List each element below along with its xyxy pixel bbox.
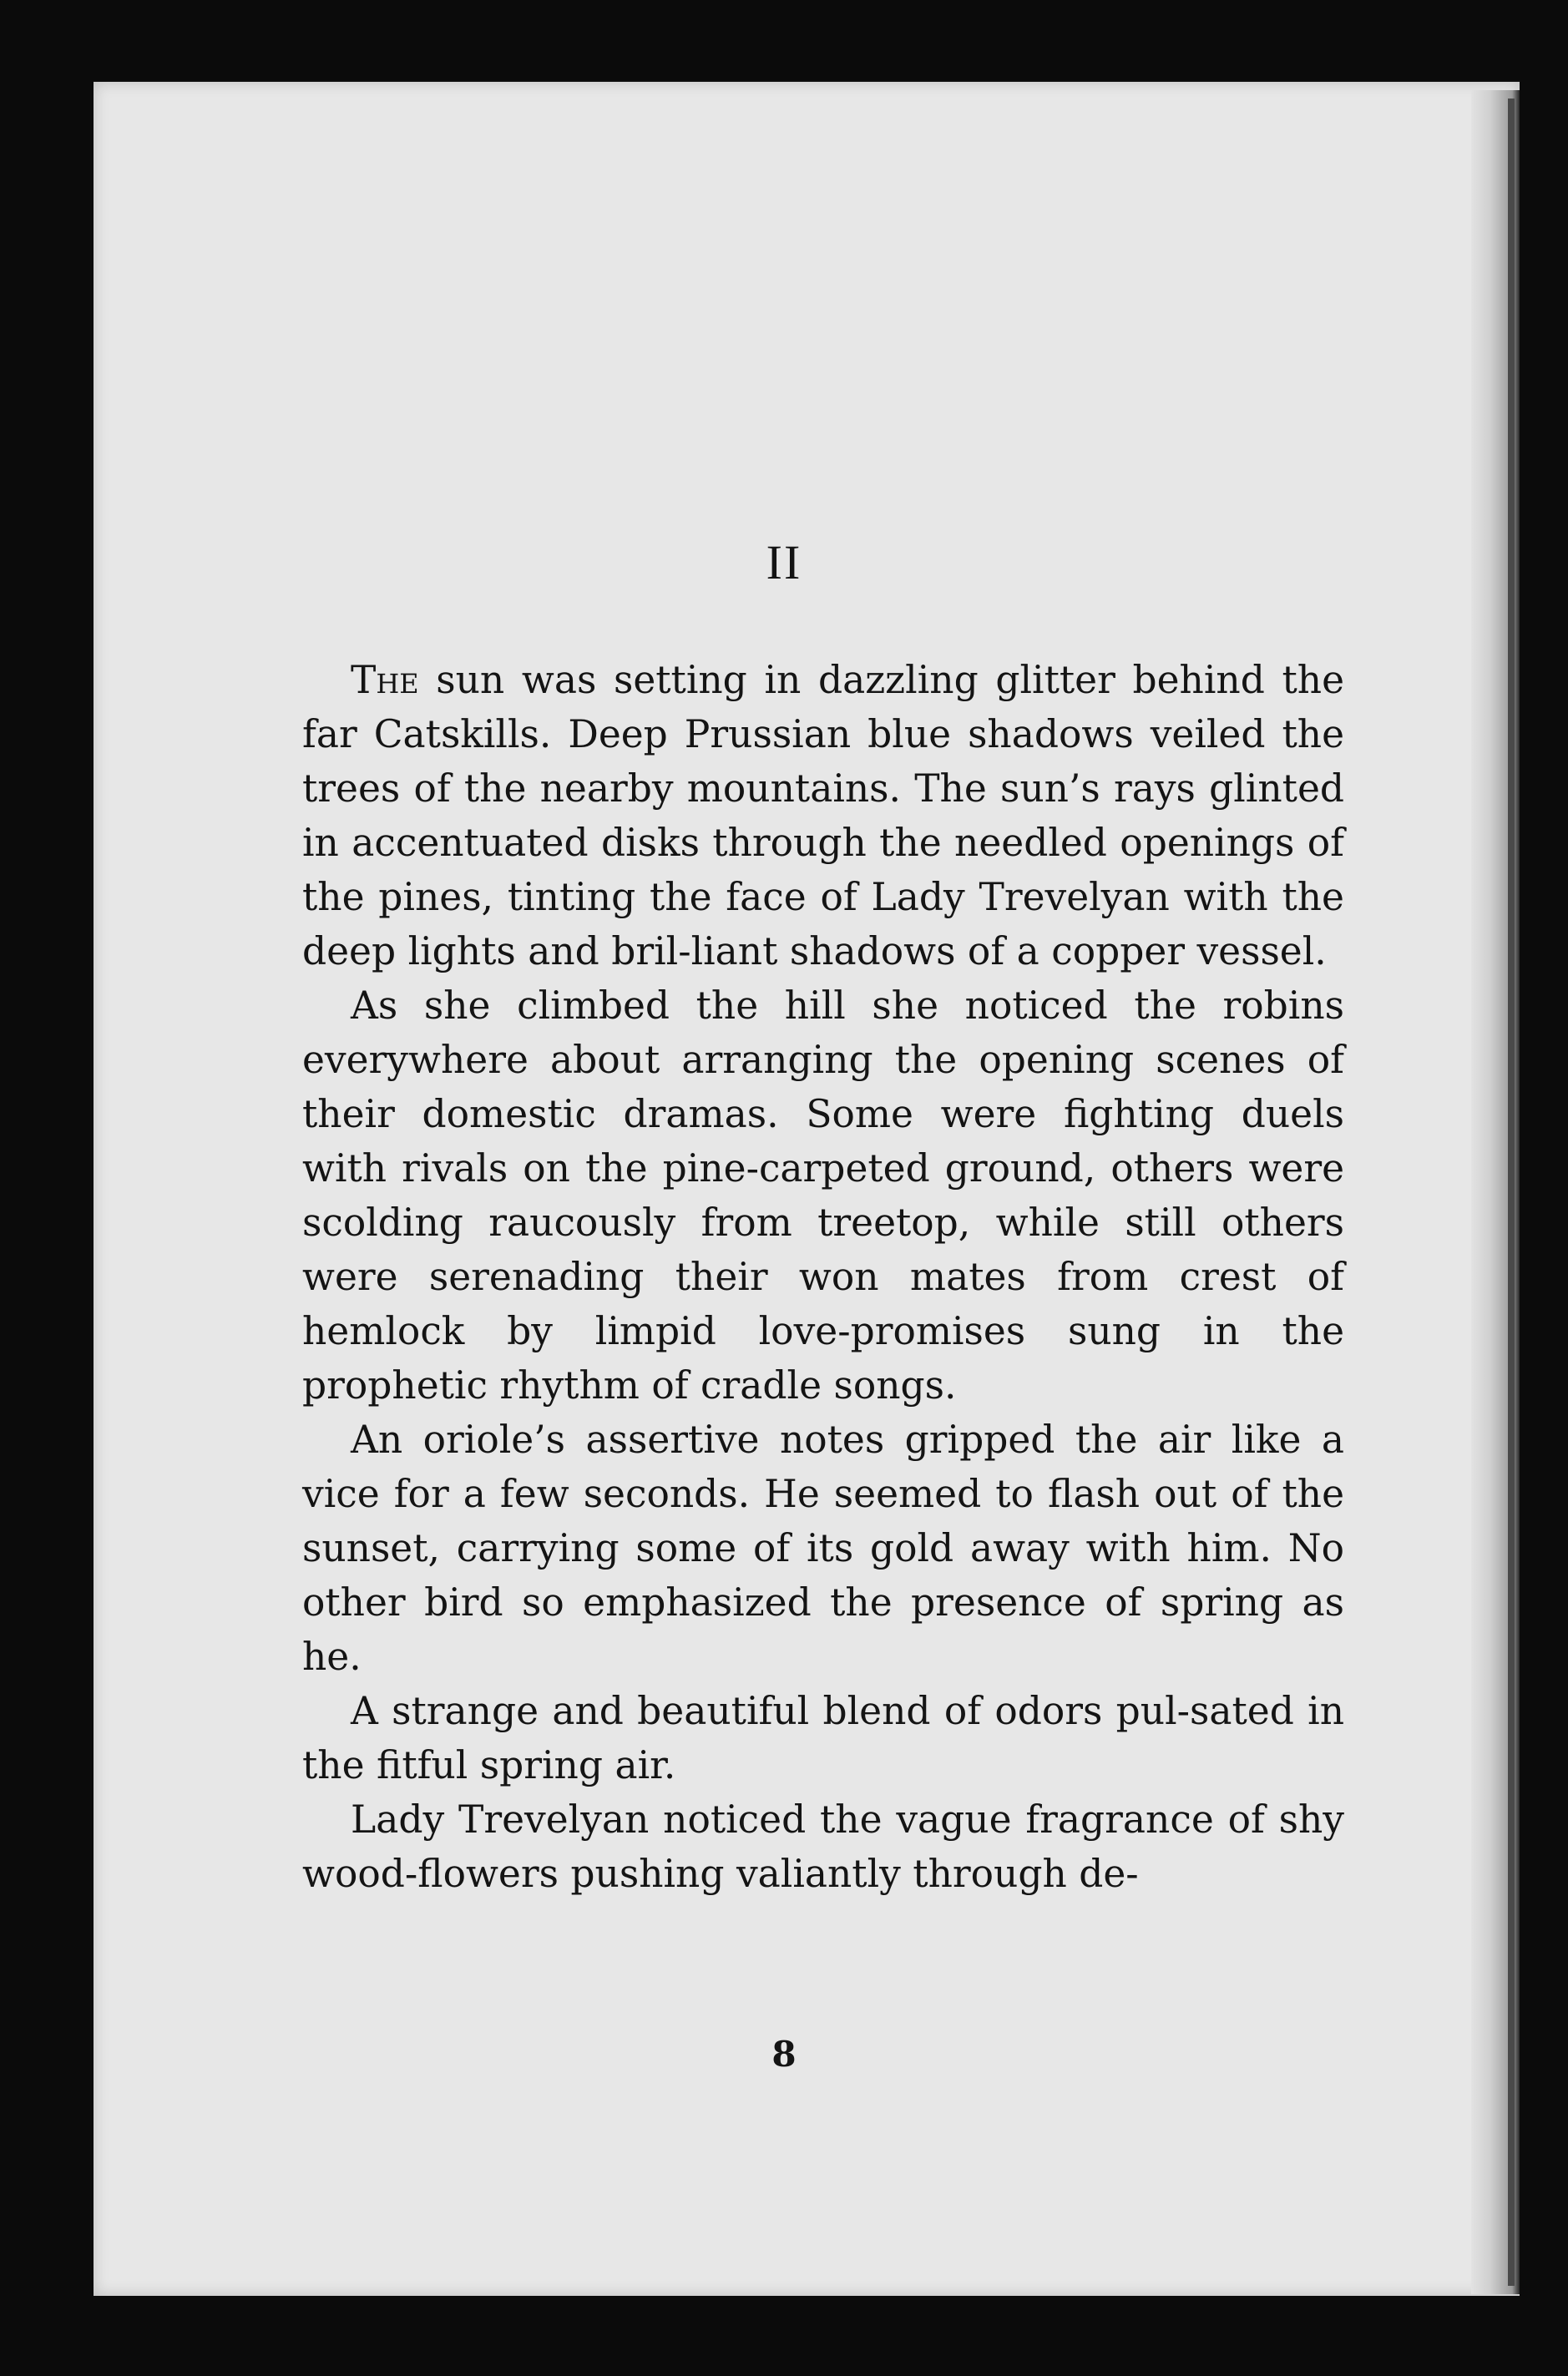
text-line: liant shadows of a copper vessel.: [690, 929, 1327, 973]
text-line: sated in the fitful spring air.: [302, 1689, 1344, 1787]
text-line: of spring as he.: [302, 1580, 1344, 1679]
body-text: [302, 653, 1344, 1901]
text-line: while still others were serenading their won mates: [302, 1201, 1345, 1299]
paragraph: [302, 1684, 1344, 1792]
text-line: A strange and beautiful blend of odors pul-: [351, 1689, 1191, 1733]
text-line: of shy wood-flowers pushing valiantly through de-: [302, 1797, 1344, 1896]
text-line: Lady Trevelyan noticed the vague fragrance: [351, 1797, 1214, 1842]
text-line: An oriole’s assertive notes gripped the air like: [351, 1418, 1302, 1462]
text-line: duels with rivals on the pine-carpeted ground,: [302, 1092, 1345, 1191]
text-line: of their domestic dramas. Some were fighting: [302, 1038, 1344, 1136]
text-line: sun’s rays glinted in accentuated disks through: [302, 766, 1344, 865]
text-line: of Lady Trevelyan with the deep lights and bril-: [302, 875, 1344, 973]
text-line: of the sunset, carrying some of its gold away with: [302, 1472, 1345, 1570]
text-line: everywhere about arranging the opening scenes: [302, 1038, 1286, 1082]
text-line: sung in the prophetic rhythm of cradle: [302, 1309, 1344, 1408]
text-line: a vice for a few seconds. He seemed to flash out: [302, 1418, 1345, 1516]
text-line: songs.: [833, 1363, 957, 1408]
page-number: 8: [771, 2034, 797, 2075]
text-line: sun was setting in dazzling glitter behind: [418, 658, 1265, 702]
paragraph: [302, 978, 1344, 1413]
paragraph: [302, 653, 1344, 978]
paragraph: [302, 1792, 1344, 1901]
text-line: from crest of hemlock by limpid love-promises: [302, 1255, 1344, 1353]
paragraph-lead: The: [351, 658, 419, 702]
paragraph: [302, 1413, 1344, 1684]
text-line: the far Catskills. Deep Prussian blue shadows: [302, 658, 1344, 756]
chapter-heading: II: [766, 535, 802, 589]
text-line: As she climbed the hill she noticed the robins: [351, 983, 1344, 1028]
page-edge-shadow: [1508, 99, 1515, 2286]
text-line: him. No other bird so emphasized the presence: [302, 1526, 1344, 1625]
text-line: the needled openings of the pines, tinting the face: [302, 821, 1344, 919]
text-line: others were scolding raucously from treetop,: [302, 1146, 1345, 1245]
text-line: veiled the trees of the nearby mountains. The: [302, 712, 1344, 811]
